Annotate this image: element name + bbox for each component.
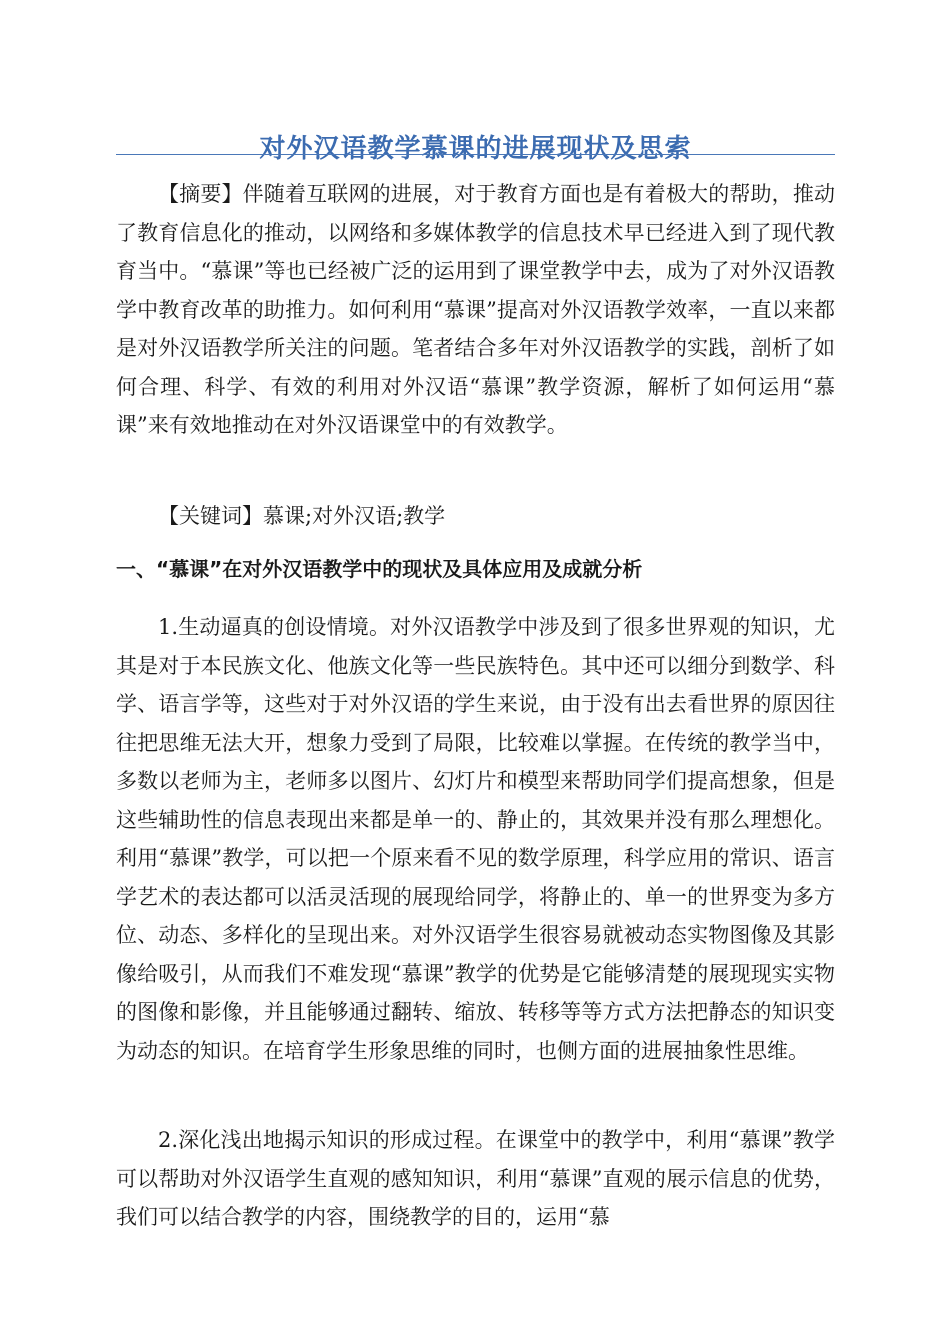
section-heading: 一、“慕课”在对外汉语教学中的现状及具体应用及成就分析 <box>116 557 643 581</box>
keywords-paragraph: 【关键词】慕课;对外汉语;教学 <box>158 504 446 528</box>
body-paragraph-1: 1.生动逼真的创设情境。对外汉语教学中涉及到了很多世界观的知识，尤其是对于本民族文化、他族文化等一些民族特色。其中还可以细分到数学、科学、语言学等，这些对于对外汉语的学生来说，由于没有出去看世界的原因往往把思维无法大开，想象力受到了局限，比较难以掌握。在传统的教学当中，多数以老师为主，老师多以图片、幻灯片和模型来帮助同学们提高想象，但是这些辅助性的信息表现出来都是单一的、静止的，其效果并没有那么理想化。利用“慕课”教学，可以把一个原来看不见的数学原理，科学应用的常识、语言学艺术的表达都可以活灵活现的展现给同学，将静止的、单一的世界变为多方位、动态、多样化的呈现出来。对外汉语学生很容易就被动态实物图像及其影像给吸引，从而我们不难发现“慕课”教学的优势是它能够清楚的展现现实实物的图像和影像，并且能够通过翻转、缩放、转移等等方式方法把静态的知识变为动态的知识。在培育学生形象思维的同时，也侧方面的进展抽象性思维。 <box>116 615 835 1063</box>
page-title: 对外汉语教学慕课的进展现状及思索 <box>259 134 692 165</box>
abstract-paragraph: 【摘要】伴随着互联网的进展，对于教育方面也是有着极大的帮助，推动了教育信息化的推动，以网络和多媒体教学的信息技术早已经进入到了现代教育当中。“慕课”等也已经被广泛的运用到了课堂教学中去，成为了对外汉语教学中教育改革的助推力。如何利用“慕课”提高对外汉语教学效率，一直以来都是对外汉语教学所关注的问题。笔者结合多年对外汉语教学的实践，剖析了如何合理、科学、有效的利用对外汉语“慕课”教学资源，解析了如何运用“慕课”来有效地推动在对外汉语课堂中的有效教学。 <box>116 182 835 437</box>
body-paragraph-2: 2.深化浅出地揭示知识的形成过程。在课堂中的教学中，利用“慕课”教学可以帮助对外汉语学生直观的感知知识，利用“慕课”直观的展示信息的优势，我们可以结合教学的内容，围绕教学的目的，运用“慕 <box>116 1128 835 1229</box>
title-divider <box>116 154 835 155</box>
